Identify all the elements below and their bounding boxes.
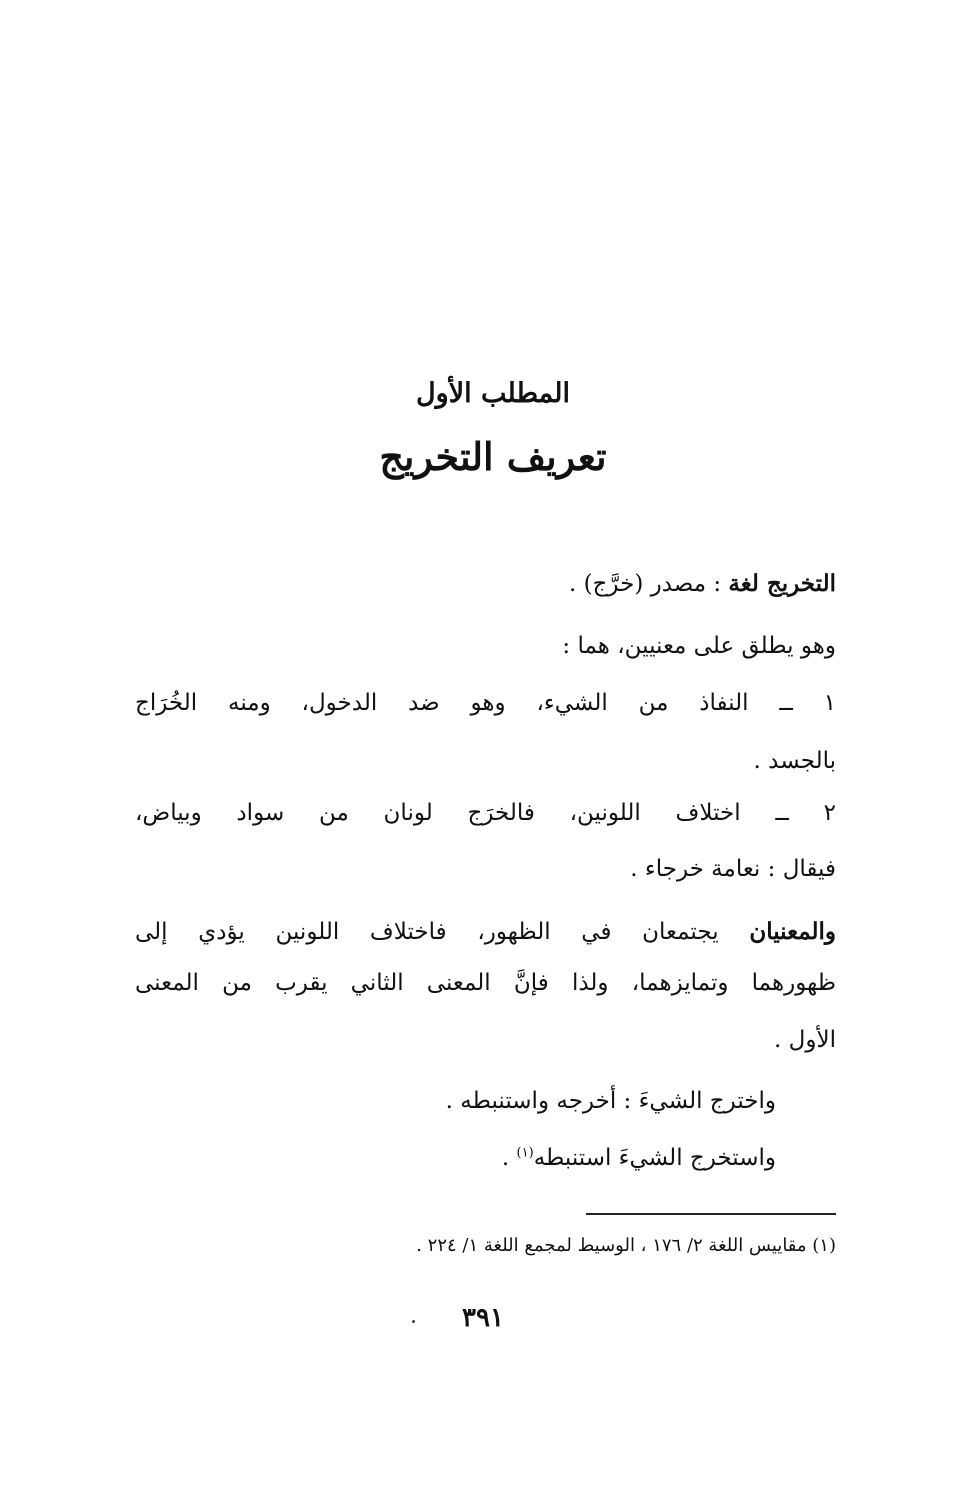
footnote-divider bbox=[586, 1213, 836, 1215]
section-title: تعريف التخريج bbox=[379, 434, 607, 479]
paragraph-line-7 bbox=[135, 918, 836, 945]
page-number: ٣٩١ bbox=[462, 1303, 504, 1333]
paragraph-line-9: الأول . bbox=[774, 1027, 836, 1053]
term-bold: والمعنيان bbox=[749, 918, 837, 945]
paragraph-line-1 bbox=[569, 570, 836, 597]
line-end: . bbox=[501, 1145, 517, 1171]
paragraph-line-3: ١ ــ النفاذ من الشيء، وهو ضد الدخول، ومنه الخُرَاج bbox=[135, 690, 836, 716]
paragraph-line-5: ٢ ــ اختلاف اللونين، فالخرَج لونان من سواد وبياض، bbox=[135, 800, 836, 826]
line-text: : مصدر (خرَّج) . bbox=[568, 571, 722, 597]
line-text: واستخرج الشيءَ استنبطه bbox=[533, 1145, 776, 1171]
paragraph-line-4: بالجسد . bbox=[753, 748, 836, 774]
paragraph-line-10: واخترج الشيءَ : أخرجه واستنبطه . bbox=[445, 1088, 776, 1114]
paragraph-line-8: ظهورهما وتمايزهما، ولذا فإنَّ المعنى الثاني يقرب من المعنى bbox=[135, 970, 836, 996]
paragraph-line-6: فيقال : نعامة خرجاء . bbox=[630, 856, 836, 882]
paragraph-line-2: وهو يطلق على معنيين، هما : bbox=[562, 633, 836, 659]
footnote: (١) مقاييس اللغة ٢/ ١٧٦ ، الوسيط لمجمع اللغة ١/ ٢٢٤ . bbox=[416, 1235, 836, 1256]
section-subtitle: المطلب الأول bbox=[416, 378, 570, 409]
paragraph-line-11 bbox=[502, 1145, 776, 1171]
footnote-reference[interactable]: (١) bbox=[516, 1145, 534, 1161]
line-text: يجتمعان في الظهور، فاختلاف اللونين يؤدي إلى bbox=[135, 919, 719, 945]
term-bold: التخريج لغة bbox=[728, 570, 836, 597]
